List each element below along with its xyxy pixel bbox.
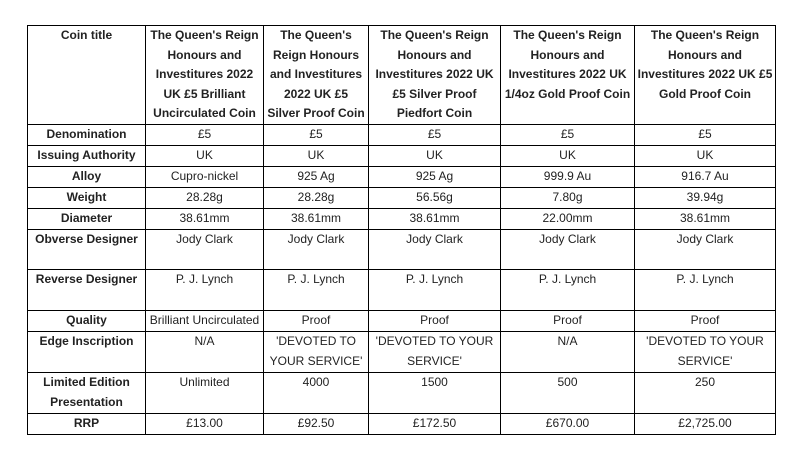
table-cell: 'DEVOTED TO YOUR SERVICE' [264, 332, 369, 373]
table-cell: N/A [501, 332, 635, 373]
table-cell: £5 [369, 125, 501, 146]
issuing-authority-row [28, 146, 776, 167]
table-cell: 28.28g [264, 188, 369, 209]
table-cell: 38.61mm [635, 209, 776, 230]
table-cell: Proof [501, 311, 635, 332]
coin-title-header: Coin title [28, 26, 146, 125]
table-cell: 7.80g [501, 188, 635, 209]
table-cell: £5 [501, 125, 635, 146]
row-label-edge-inscription: Edge Inscription [28, 332, 146, 373]
table-cell: £92.50 [264, 414, 369, 435]
coin-title-silver-piedfort: The Queen's Reign Honours and Investitures 2022 UK £5 Silver Proof Piedfort Coin [369, 26, 501, 125]
table-cell: 56.56g [369, 188, 501, 209]
rrp-row [28, 414, 776, 435]
table-cell: Jody Clark [264, 230, 369, 270]
table-cell: £5 [264, 125, 369, 146]
table-cell: 999.9 Au [501, 167, 635, 188]
table-cell: 38.61mm [264, 209, 369, 230]
quality-row [28, 311, 776, 332]
table-cell: Jody Clark [635, 230, 776, 270]
table-cell: 4000 [264, 373, 369, 414]
table-cell: Proof [369, 311, 501, 332]
weight-row [28, 188, 776, 209]
alloy-row [28, 167, 776, 188]
table-cell: P. J. Lynch [264, 270, 369, 311]
table-cell: 22.00mm [501, 209, 635, 230]
table-cell: 28.28g [146, 188, 264, 209]
limited-edition-row [28, 373, 776, 414]
table-cell: Proof [264, 311, 369, 332]
table-cell: UK [264, 146, 369, 167]
table-cell: P. J. Lynch [501, 270, 635, 311]
table-cell: 250 [635, 373, 776, 414]
table-cell: £670.00 [501, 414, 635, 435]
coin-title-silver-proof: The Queen's Reign Honours and Investitures 2022 UK £5 Silver Proof Coin [264, 26, 369, 125]
table-cell: 916.7 Au [635, 167, 776, 188]
row-label-limited-edition: Limited Edition Presentation [28, 373, 146, 414]
coin-title-row [28, 26, 776, 125]
table-cell: 1500 [369, 373, 501, 414]
table-cell: £2,725.00 [635, 414, 776, 435]
table-cell: 38.61mm [369, 209, 501, 230]
table-cell: 39.94g [635, 188, 776, 209]
row-label-weight: Weight [28, 188, 146, 209]
table-cell: Unlimited [146, 373, 264, 414]
table-cell: UK [635, 146, 776, 167]
row-label-obverse-designer: Obverse Designer [28, 230, 146, 270]
table-cell: Jody Clark [369, 230, 501, 270]
row-label-denomination: Denomination [28, 125, 146, 146]
coin-title-bu: The Queen's Reign Honours and Investitures 2022 UK £5 Brilliant Uncirculated Coin [146, 26, 264, 125]
table-cell: £13.00 [146, 414, 264, 435]
row-label-reverse-designer: Reverse Designer [28, 270, 146, 311]
coin-title-gold-proof: The Queen's Reign Honours and Investitures 2022 UK £5 Gold Proof Coin [635, 26, 776, 125]
table-cell: P. J. Lynch [369, 270, 501, 311]
denomination-row [28, 125, 776, 146]
table-cell: Jody Clark [146, 230, 264, 270]
table-cell: 500 [501, 373, 635, 414]
table-cell: 38.61mm [146, 209, 264, 230]
obverse-designer-row [28, 230, 776, 270]
table-cell: P. J. Lynch [635, 270, 776, 311]
table-cell: 'DEVOTED TO YOUR SERVICE' [369, 332, 501, 373]
table-cell: Brilliant Uncirculated [146, 311, 264, 332]
table-cell: 925 Ag [264, 167, 369, 188]
table-cell: Jody Clark [501, 230, 635, 270]
row-label-rrp: RRP [28, 414, 146, 435]
table-cell: 'DEVOTED TO YOUR SERVICE' [635, 332, 776, 373]
table-cell: £5 [635, 125, 776, 146]
table-cell: Cupro-nickel [146, 167, 264, 188]
table-cell: £5 [146, 125, 264, 146]
edge-inscription-row [28, 332, 776, 373]
table-cell: P. J. Lynch [146, 270, 264, 311]
coin-specifications-table [27, 25, 776, 435]
row-label-alloy: Alloy [28, 167, 146, 188]
table-cell: N/A [146, 332, 264, 373]
table-cell: UK [146, 146, 264, 167]
table-cell: Proof [635, 311, 776, 332]
reverse-designer-row [28, 270, 776, 311]
coin-title-quarter-oz-gold: The Queen's Reign Honours and Investitures 2022 UK 1/4oz Gold Proof Coin [501, 26, 635, 125]
table-cell: UK [501, 146, 635, 167]
row-label-issuing-authority: Issuing Authority [28, 146, 146, 167]
diameter-row [28, 209, 776, 230]
table-cell: UK [369, 146, 501, 167]
row-label-quality: Quality [28, 311, 146, 332]
table-cell: 925 Ag [369, 167, 501, 188]
table-cell: £172.50 [369, 414, 501, 435]
row-label-diameter: Diameter [28, 209, 146, 230]
